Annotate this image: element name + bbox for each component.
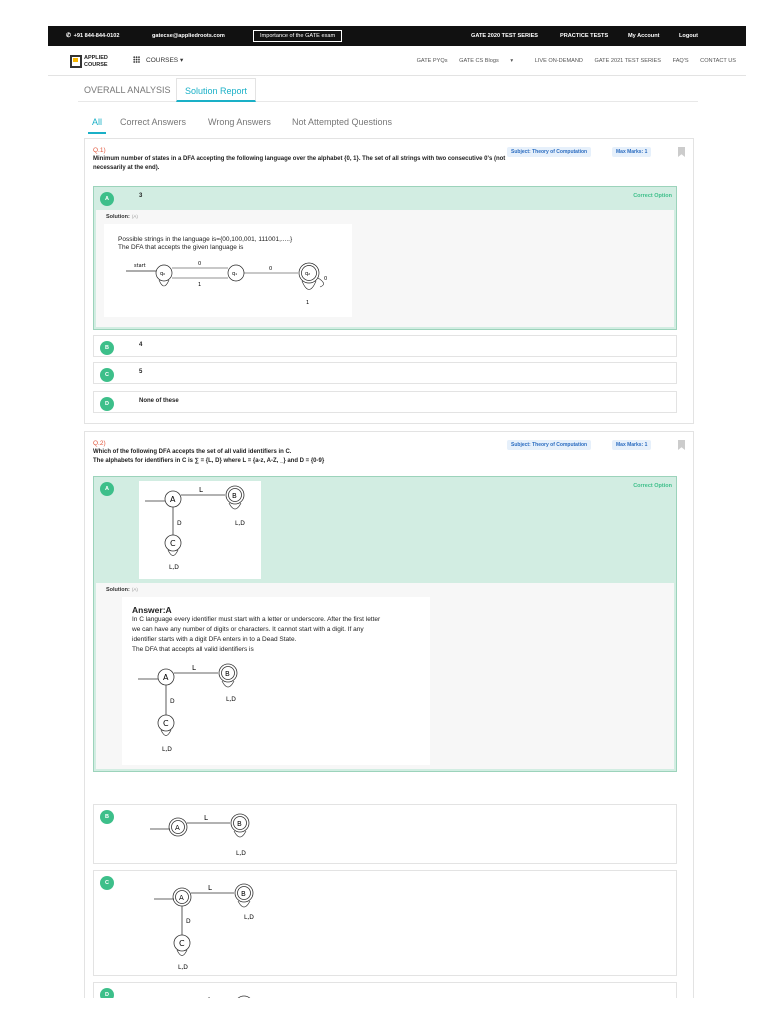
start-label: start: [134, 263, 146, 269]
dfa-diagram-c: [144, 877, 268, 973]
subject-badge: Subject: Theory of Computation: [507, 440, 591, 450]
svg-text:L: L: [192, 664, 196, 672]
option-a-correct[interactable]: [93, 186, 677, 330]
filter-wrong-answers[interactable]: Wrong Answers: [208, 117, 271, 127]
filter-all[interactable]: All: [88, 112, 106, 134]
nav-live-on-demand[interactable]: LIVE ON-DEMAND: [534, 58, 583, 64]
email-link[interactable]: gatecse@appliedroots.com: [152, 33, 225, 39]
page-frame: [48, 26, 746, 1014]
svg-text:D: D: [170, 698, 175, 705]
edge-label-1: 1: [198, 282, 202, 288]
option-c[interactable]: [93, 870, 677, 976]
phone-icon: ✆: [66, 33, 72, 39]
correct-option-label: Correct Option: [633, 193, 672, 199]
solution-image: [122, 597, 430, 765]
top-bar: [48, 26, 746, 46]
dfa-diagram-b: [144, 809, 264, 861]
solution-image: [104, 224, 352, 317]
solution-dfa-diagram: [126, 659, 256, 761]
applied-course-logo[interactable]: [70, 55, 110, 69]
option-d[interactable]: [93, 982, 677, 1014]
state-q1-label: q₁: [232, 271, 238, 277]
question-text-line-1: Which of the following DFA accepts the set of all valid identifiers in C.: [93, 449, 292, 455]
solution-line-1: Possible strings in the language is={00,100,001, 111001,.....}: [118, 236, 293, 243]
nav-contact-us[interactable]: CONTACT US: [700, 58, 736, 64]
option-badge: D: [100, 988, 114, 998]
svg-text:L,D: L,D: [178, 964, 188, 971]
loop-label-1: 1: [306, 300, 310, 306]
svg-text:A: A: [163, 673, 169, 682]
bookmark-icon[interactable]: [678, 440, 685, 450]
dfa-diagram: [112, 256, 348, 316]
solution-panel: [96, 210, 674, 327]
phone-number: +91 844-844-0102: [73, 33, 120, 39]
option-text: 5: [139, 369, 143, 375]
max-marks-badge: Max Marks: 1: [612, 147, 651, 157]
svg-text:C: C: [170, 539, 176, 548]
option-a-correct[interactable]: [93, 476, 677, 772]
svg-text:A: A: [179, 894, 184, 902]
logo-text-bottom: COURSE: [84, 61, 108, 68]
edge-label-0: 0: [198, 261, 202, 267]
svg-text:B: B: [237, 820, 242, 828]
solution-label-text: Solution:: [106, 214, 130, 220]
nav-faqs[interactable]: FAQ'S: [672, 58, 689, 64]
option-badge: B: [100, 810, 114, 824]
option-d[interactable]: [93, 391, 677, 413]
option-badge: D: [100, 397, 114, 411]
svg-text:C: C: [163, 719, 169, 728]
nav-gate-cs-blogs-label: GATE CS Blogs: [459, 58, 499, 64]
option-badge: A: [100, 482, 114, 496]
svg-text:B: B: [225, 670, 230, 678]
solution-tag: (A): [131, 587, 138, 592]
caret-down-icon: ▾: [179, 57, 184, 64]
option-text: 3: [139, 193, 143, 199]
nav-gate-pyqs[interactable]: GATE PYQs: [416, 58, 448, 64]
logo-text-top: APPLIED: [84, 55, 108, 61]
report-tabs: [78, 78, 698, 102]
practice-tests-link[interactable]: PRACTICE TESTS: [560, 33, 609, 39]
answer-line-1: In C language every identifier must start with a letter or underscore. After the first letter: [132, 616, 381, 623]
answer-line-4: The DFA that accepts all valid identifiers is: [132, 646, 254, 653]
svg-text:L,D: L,D: [236, 850, 246, 857]
logout-link[interactable]: Logout: [679, 33, 698, 39]
option-text: 4: [139, 342, 143, 348]
gate-importance-button[interactable]: Importance of the GATE exam: [253, 30, 342, 42]
correct-option-label: Correct Option: [633, 483, 672, 489]
svg-text:L: L: [204, 814, 208, 822]
svg-text:L,D: L,D: [162, 746, 172, 753]
tab-solution-report[interactable]: Solution Report: [176, 78, 256, 102]
solution-line-2: The DFA that accepts the given language is: [118, 244, 244, 251]
nav-gate-2021-test-series[interactable]: GATE 2021 TEST SERIES: [594, 58, 662, 64]
courses-menu[interactable]: [133, 46, 183, 76]
max-marks-badge: Max Marks: 1: [612, 440, 651, 450]
caret-down-icon: ▾: [510, 58, 514, 64]
solution-panel: [96, 583, 674, 769]
loop-q2-1: [302, 281, 316, 290]
svg-text:B: B: [232, 492, 237, 500]
solution-label-text: Solution:: [106, 587, 130, 593]
solution-tag: (A): [131, 214, 138, 219]
bookmark-icon[interactable]: [678, 147, 685, 157]
option-b[interactable]: [93, 804, 677, 864]
state-q0-label: q₀: [160, 271, 166, 277]
option-c[interactable]: [93, 362, 677, 384]
tab-overall-analysis[interactable]: OVERALL ANALYSIS: [84, 85, 171, 95]
svg-text:D: D: [186, 918, 191, 925]
edge-label-0b: 0: [269, 266, 273, 272]
my-account-link[interactable]: My Account: [628, 33, 660, 39]
svg-text:A: A: [175, 824, 180, 832]
option-badge: C: [100, 876, 114, 890]
option-b[interactable]: [93, 335, 677, 357]
svg-text:C: C: [179, 939, 185, 948]
phone-contact[interactable]: [66, 26, 119, 46]
svg-text:B: B: [241, 890, 246, 898]
filter-tabs: [84, 112, 694, 134]
solution-label: [106, 214, 138, 220]
svg-text:L,D: L,D: [169, 564, 179, 571]
svg-text:L,D: L,D: [235, 520, 245, 527]
option-badge: A: [100, 192, 114, 206]
svg-text:D: D: [177, 520, 182, 527]
filter-correct-answers[interactable]: Correct Answers: [120, 117, 187, 127]
gate-2020-test-series-link[interactable]: GATE 2020 TEST SERIES: [471, 33, 539, 39]
dfa-diagram-a: [139, 481, 261, 579]
svg-text:L: L: [208, 884, 212, 892]
option-badge: B: [100, 341, 114, 355]
svg-text:L: L: [208, 996, 212, 1004]
answer-line-3: identifier starts with a digit DFA enters in to a Dead State.: [132, 636, 297, 643]
main-navbar: [48, 46, 746, 76]
solution-label: [106, 587, 138, 593]
dfa-diagram-d: A L B: [144, 989, 268, 998]
courses-label: COURSES: [146, 57, 179, 64]
option-a-diagram: [139, 481, 261, 579]
grid-icon: [133, 56, 140, 63]
filter-not-attempted[interactable]: Not Attempted Questions: [292, 117, 393, 127]
nav-links: [417, 46, 746, 76]
loop-label-0: 0: [324, 276, 328, 282]
nav-gate-cs-blogs[interactable]: [459, 58, 523, 64]
question-text: [93, 448, 513, 466]
option-text: None of these: [139, 398, 179, 404]
svg-text:L,D: L,D: [226, 696, 236, 703]
svg-text:L: L: [199, 486, 203, 494]
question-card-2: [84, 431, 694, 1014]
question-text-line-2: The alphabets for identifiers in C is ∑ = {L, D} where L = {a-z, A-Z, _} and D = {0-9}: [93, 458, 325, 464]
subject-badge: Subject: Theory of Computation: [507, 147, 591, 157]
state-q2-label: q₂: [305, 271, 311, 277]
question-number: Q.2): [93, 440, 106, 447]
svg-text:L,D: L,D: [244, 914, 254, 921]
loop-q2-0: [318, 278, 324, 287]
question-number: Q.1): [93, 147, 106, 154]
question-text: Minimum number of states in a DFA accepting the following language over the alphabet {0, 1}. The set of all strings with two consecutive 0's (not necessarily at the end).: [93, 156, 506, 171]
answer-line-2: we can have any number of digits or characters. It cannot start with a digit. If any: [132, 626, 364, 633]
logo-mark: [70, 55, 82, 68]
option-badge: C: [100, 368, 114, 382]
svg-text:A: A: [170, 495, 176, 504]
answer-title: Answer:A: [132, 605, 172, 615]
question-card-1: [84, 138, 694, 424]
